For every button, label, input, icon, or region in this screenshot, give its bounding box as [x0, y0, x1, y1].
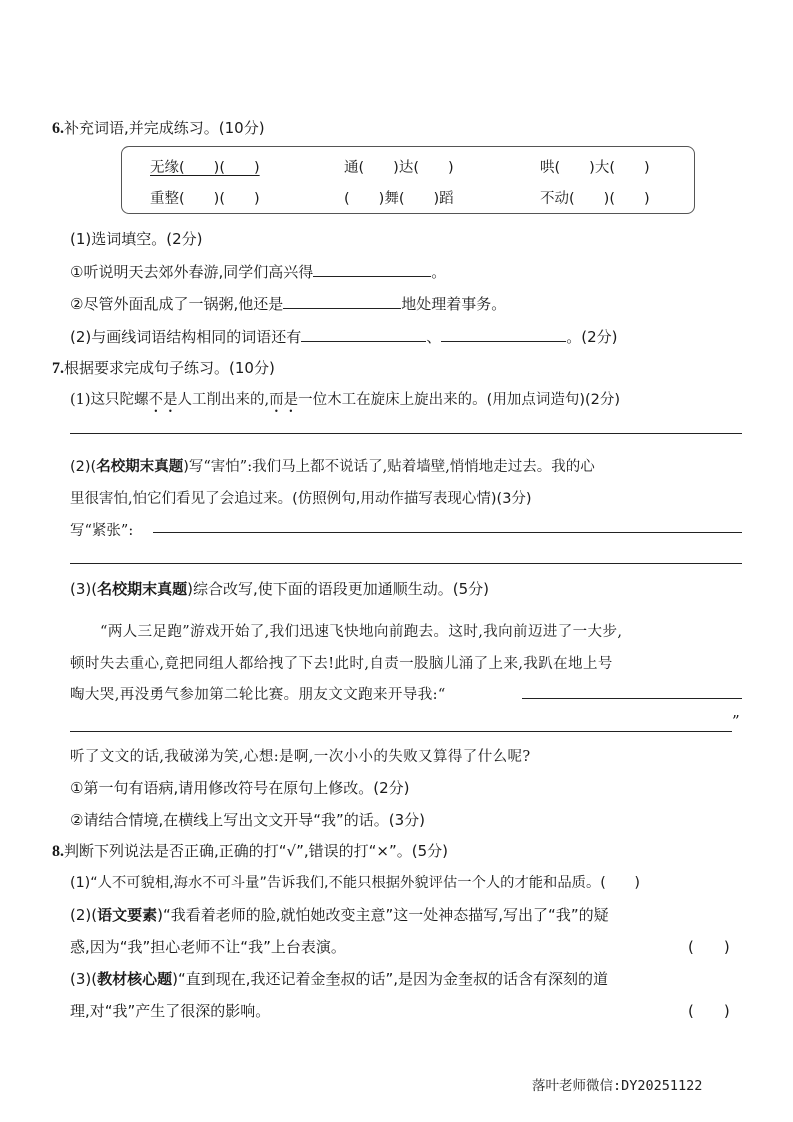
q7-number: 7. — [52, 360, 64, 377]
q7-sub2-example: 写“害怕”:我们马上都不说话了,贴着墙壁,悄悄地走过去。我的心 — [188, 459, 595, 475]
q7-sub2-suffix: ) — [183, 459, 189, 475]
word-cell-6[interactable]: 不动( )( ) — [540, 191, 650, 207]
q7-sub2-line1 — [70, 455, 595, 476]
q6-item2-end: 地处理着事务。 — [401, 295, 507, 313]
q8-item2-prefix: (2)( — [70, 906, 98, 924]
q6-item1-end: 。 — [431, 263, 447, 281]
q7-sub1-instruction: (用加点词造句)(2分) — [486, 392, 621, 408]
q8-item2-line2: 惑,因为“我”担心老师不让“我”上台表演。 — [70, 938, 346, 956]
answer-line[interactable] — [70, 731, 732, 732]
q8-item3-text: )“直到现在,我还记着金奎叔的话”,是因为金奎叔的话含有深刻的道 — [172, 970, 609, 988]
answer-line[interactable] — [153, 532, 742, 533]
q8-item2-answer-paren[interactable]: ( ) — [688, 938, 730, 956]
q8-item1[interactable]: (1)“人不可貌相,海水不可斗量”告诉我们,不能只根据外貌评估一个人的才能和品质。( ) — [70, 875, 640, 891]
passage-line-1: “两人三足跑”游戏开始了,我们迅速飞快地向前跑去。这时,我向前迈进了一大步, — [100, 624, 623, 640]
q7-sub2-line2 — [70, 487, 532, 508]
q7-sub2-example-end: 里很害怕,怕它们看见了会追过来。 — [70, 491, 293, 507]
emphasis-dot-word: 是 — [283, 392, 299, 408]
q8-item3-line2: 理,对“我”产生了很深的影响。 — [70, 1002, 271, 1020]
q6-heading — [52, 117, 265, 138]
q7-sub1-text-a: (1)这只陀螺 — [70, 392, 149, 408]
q8-number: 8. — [52, 843, 64, 860]
passage-line-3: 啕大哭,再没勇气参加第二轮比赛。朋友文文跑来开导我:“ — [70, 687, 446, 703]
q7-sub3-task1: ①第一句有语病,请用修改符号在原句上修改。(2分) — [70, 779, 410, 797]
answer-line[interactable] — [522, 698, 742, 699]
passage-line-2: 顿时失去重心,竟把同组人都给拽了下去!此时,自责一股脑儿涌了上来,我趴在地上号 — [70, 656, 613, 672]
q7-sub1 — [70, 388, 620, 409]
q6-title: 补充词语,并完成练习。(10分) — [64, 119, 265, 137]
q7-sub1-text-b: 人工削出来的, — [177, 392, 270, 408]
q8-item2-text: )“我看着老师的脸,就怕她改变主意”这一处神态描写,写出了“我”的疑 — [157, 906, 609, 924]
q7-title: 根据要求完成句子练习。(10分) — [64, 359, 275, 377]
q6-item2-text: ②尽管外面乱成了一锅粥,他还是 — [70, 295, 284, 313]
source-tag: 名校期末真题 — [97, 580, 188, 598]
q7-sub3-heading — [70, 578, 489, 599]
answer-line[interactable] — [70, 563, 742, 564]
q6-sub2 — [70, 326, 618, 347]
source-tag: 教材核心题 — [97, 970, 173, 988]
word-cell-5[interactable]: ( )舞( )蹈 — [344, 191, 454, 207]
q7-sub3-instruction: )综合改写,使下面的语段更加通顺生动。(5分) — [187, 580, 489, 598]
q7-sub3-task2: ②请结合情境,在横线上写出文文开导“我”的话。(3分) — [70, 811, 426, 829]
q8-title: 判断下列说法是否正确,正确的打“√”,错误的打“×”。(5分) — [64, 842, 448, 860]
q6-item1-blank[interactable] — [313, 262, 431, 277]
q6-sub2-end: 。(2分) — [566, 328, 618, 346]
q7-sub1-text-c: 一位木工在旋床上旋出来的。 — [298, 392, 487, 408]
q6-sub2-blank-2[interactable] — [441, 327, 566, 342]
q8-item3-prefix: (3)( — [70, 970, 98, 988]
word-cell-1[interactable]: 无缘( )( ) — [150, 160, 260, 176]
q6-sub2-sep: 、 — [426, 328, 442, 346]
emphasis-dot-word: 而 — [269, 392, 284, 408]
passage-line-4: 听了文文的话,我破涕为笑,心想:是啊,一次小小的失败又算得了什么呢? — [70, 749, 531, 765]
q6-sub2-text: (2)与画线词语结构相同的词语还有 — [70, 328, 302, 346]
close-quote: ” — [732, 712, 740, 730]
q6-number: 6. — [52, 120, 64, 137]
q8-item3-line1 — [70, 968, 608, 989]
q7-sub3-prefix: (3)( — [70, 580, 98, 598]
answer-line[interactable] — [70, 433, 742, 434]
emphasis-dot-word: 不 — [148, 392, 164, 408]
q8-item2-line1 — [70, 904, 609, 925]
q6-item2-blank[interactable] — [283, 294, 401, 309]
source-tag: 语文要素 — [97, 906, 158, 924]
q6-sub1: (1)选词填空。(2分) — [70, 230, 203, 248]
q6-item2 — [70, 293, 506, 314]
q8-heading — [52, 840, 448, 861]
word-cell-4[interactable]: 重整( )( ) — [150, 191, 260, 207]
emphasis-dot-word: 是 — [163, 392, 178, 408]
word-cell-3[interactable]: 哄( )大( ) — [540, 160, 650, 176]
q6-sub2-blank-1[interactable] — [301, 327, 426, 342]
q7-heading — [52, 357, 275, 378]
source-tag: 名校期末真题 — [96, 459, 184, 475]
q7-sub2-write-label: 写“紧张”: — [70, 523, 134, 539]
q6-item1 — [70, 261, 446, 282]
word-cell-2[interactable]: 通( )达( ) — [344, 160, 454, 176]
q8-item3-answer-paren[interactable]: ( ) — [688, 1002, 730, 1020]
q7-sub2-instruction: (仿照例句,用动作描写表现心情)(3分) — [292, 491, 532, 507]
q6-item1-text: ①听说明天去郊外春游,同学们高兴得 — [70, 263, 314, 281]
footer-watermark: 落叶老师微信:DY20251122 — [532, 1078, 703, 1094]
q7-sub2-prefix: (2)( — [70, 459, 97, 475]
